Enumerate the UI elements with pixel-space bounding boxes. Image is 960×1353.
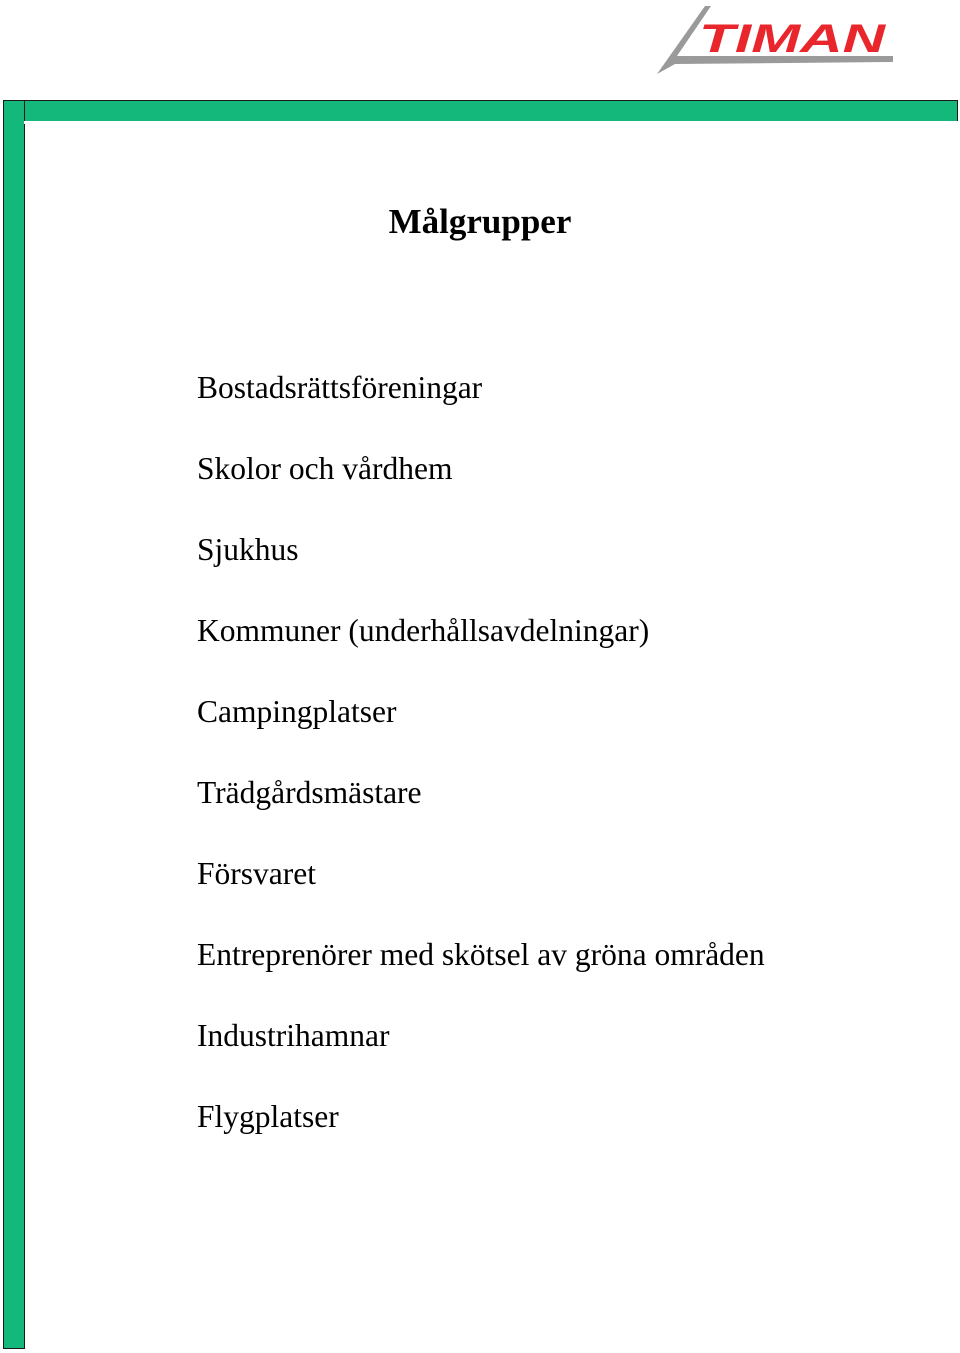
- list-item: Flygplatser: [197, 1099, 339, 1134]
- frame-top-bar: [3, 100, 958, 122]
- frame-left-bar: [3, 100, 25, 1349]
- list-item: Trädgårdsmästare: [197, 775, 422, 810]
- list-item: Bostadsrättsföreningar: [197, 370, 483, 405]
- logo-wordmark: TIMAN: [699, 17, 887, 61]
- list-item: Entreprenörer med skötsel av gröna områden: [197, 937, 765, 972]
- timan-logo-icon: [655, 4, 895, 76]
- list-item: Kommuner (underhållsavdelningar): [197, 613, 650, 648]
- list-item: Skolor och vårdhem: [197, 451, 453, 486]
- list-item: Campingplatser: [197, 694, 397, 729]
- timan-logo-graphic: [655, 4, 895, 76]
- list-item: Sjukhus: [197, 532, 299, 567]
- target-group-list: [197, 366, 765, 1176]
- list-item: Försvaret: [197, 856, 316, 891]
- frame-inner-gap: [24, 121, 958, 124]
- list-item: Industrihamnar: [197, 1018, 390, 1053]
- page-title: Målgrupper: [388, 202, 572, 241]
